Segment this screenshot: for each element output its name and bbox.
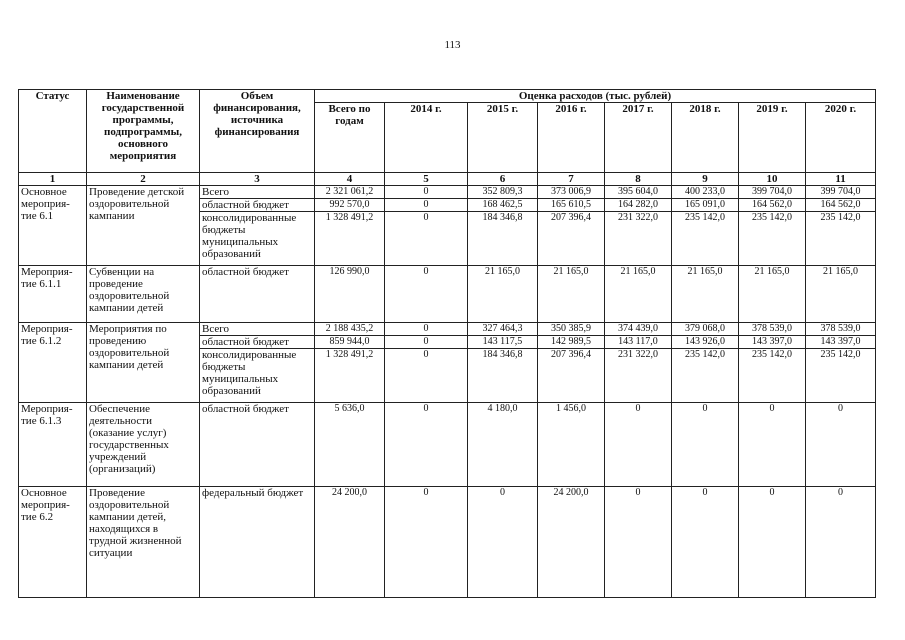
amount-cell: 0	[385, 487, 468, 598]
program-name-cell: Обеспечение деятельности (оказание услуг) государственных учреждений (организаций)	[87, 403, 200, 487]
amount-cell: 378 539,0	[806, 323, 876, 336]
amount-cell: 21 165,0	[672, 266, 739, 323]
column-index: 1	[19, 173, 87, 186]
funding-source-cell: Всего	[200, 323, 315, 336]
amount-cell: 143 117,0	[605, 336, 672, 349]
funding-source-cell: консолидированные бюджеты муниципальных образований	[200, 349, 315, 403]
amount-cell: 0	[385, 212, 468, 266]
amount-cell: 21 165,0	[538, 266, 605, 323]
amount-cell: 0	[672, 487, 739, 598]
header-funding: Объем финансирования, источника финансирования	[200, 90, 315, 173]
amount-cell: 350 385,9	[538, 323, 605, 336]
amount-cell: 1 328 491,2	[315, 212, 385, 266]
amount-cell: 352 809,3	[468, 186, 538, 199]
amount-cell: 21 165,0	[605, 266, 672, 323]
column-index: 5	[385, 173, 468, 186]
table-body	[19, 186, 876, 598]
amount-cell: 235 142,0	[672, 349, 739, 403]
amount-cell: 24 200,0	[538, 487, 605, 598]
amount-cell: 24 200,0	[315, 487, 385, 598]
amount-cell: 0	[672, 403, 739, 487]
amount-cell: 399 704,0	[739, 186, 806, 199]
table-row	[19, 403, 876, 487]
amount-cell: 1 328 491,2	[315, 349, 385, 403]
funding-source-cell: Всего	[200, 186, 315, 199]
amount-cell: 992 570,0	[315, 199, 385, 212]
amount-cell: 231 322,0	[605, 349, 672, 403]
amount-cell: 0	[605, 403, 672, 487]
status-cell: Мероприя-тие 6.1.1	[19, 266, 87, 323]
program-name-cell: Мероприятия по проведению оздоровительной кампании детей	[87, 323, 200, 403]
amount-cell: 164 562,0	[739, 199, 806, 212]
amount-cell: 143 397,0	[806, 336, 876, 349]
amount-cell: 0	[385, 199, 468, 212]
amount-cell: 143 397,0	[739, 336, 806, 349]
header-year: 2020 г.	[806, 103, 876, 173]
header-year: 2016 г.	[538, 103, 605, 173]
funding-source-cell: областной бюджет	[200, 266, 315, 323]
status-cell: Основное мероприя-тие 6.2	[19, 487, 87, 598]
header-year: Всего по годам	[315, 103, 385, 173]
amount-cell: 2 188 435,2	[315, 323, 385, 336]
column-index: 8	[605, 173, 672, 186]
amount-cell: 168 462,5	[468, 199, 538, 212]
program-name-cell: Проведение детской оздоровительной кампании	[87, 186, 200, 266]
amount-cell: 164 562,0	[806, 199, 876, 212]
column-index-row	[19, 173, 876, 186]
amount-cell: 164 282,0	[605, 199, 672, 212]
amount-cell: 0	[385, 349, 468, 403]
table-row	[19, 186, 876, 199]
funding-source-cell: областной бюджет	[200, 336, 315, 349]
amount-cell: 184 346,8	[468, 349, 538, 403]
amount-cell: 0	[385, 323, 468, 336]
amount-cell: 374 439,0	[605, 323, 672, 336]
header-name: Наименование государственной программы, подпрограммы, основного мероприятия	[87, 90, 200, 173]
header-year: 2019 г.	[739, 103, 806, 173]
table-row	[19, 487, 876, 598]
column-index: 10	[739, 173, 806, 186]
amount-cell: 231 322,0	[605, 212, 672, 266]
amount-cell: 21 165,0	[468, 266, 538, 323]
header-status: Статус	[19, 90, 87, 173]
amount-cell: 0	[605, 487, 672, 598]
expenses-table	[18, 89, 876, 598]
amount-cell: 399 704,0	[806, 186, 876, 199]
amount-cell: 5 636,0	[315, 403, 385, 487]
page-number: 113	[444, 39, 461, 51]
status-cell: Мероприя-тие 6.1.2	[19, 323, 87, 403]
amount-cell: 235 142,0	[672, 212, 739, 266]
program-name-cell: Проведение оздоровительной кампании детей, находящихся в трудной жизненной ситуации	[87, 487, 200, 598]
header-year: 2015 г.	[468, 103, 538, 173]
amount-cell: 21 165,0	[806, 266, 876, 323]
amount-cell: 126 990,0	[315, 266, 385, 323]
amount-cell: 0	[806, 487, 876, 598]
amount-cell: 378 539,0	[739, 323, 806, 336]
amount-cell: 379 068,0	[672, 323, 739, 336]
amount-cell: 373 006,9	[538, 186, 605, 199]
column-index: 4	[315, 173, 385, 186]
amount-cell: 142 989,5	[538, 336, 605, 349]
amount-cell: 143 117,5	[468, 336, 538, 349]
amount-cell: 165 091,0	[672, 199, 739, 212]
header-year: 2014 г.	[385, 103, 468, 173]
header-expenses-group: Оценка расходов (тыс. рублей)	[315, 90, 876, 103]
header-year: 2017 г.	[605, 103, 672, 173]
column-index: 6	[468, 173, 538, 186]
amount-cell: 165 610,5	[538, 199, 605, 212]
funding-source-cell: областной бюджет	[200, 403, 315, 487]
funding-source-cell: областной бюджет	[200, 199, 315, 212]
table-row	[19, 266, 876, 323]
amount-cell: 0	[385, 403, 468, 487]
amount-cell: 0	[385, 186, 468, 199]
status-cell: Мероприя-тие 6.1.3	[19, 403, 87, 487]
amount-cell: 235 142,0	[739, 349, 806, 403]
amount-cell: 235 142,0	[806, 349, 876, 403]
amount-cell: 207 396,4	[538, 349, 605, 403]
amount-cell: 21 165,0	[739, 266, 806, 323]
amount-cell: 400 233,0	[672, 186, 739, 199]
amount-cell: 0	[385, 266, 468, 323]
amount-cell: 2 321 061,2	[315, 186, 385, 199]
amount-cell: 859 944,0	[315, 336, 385, 349]
table-row	[19, 323, 876, 336]
column-index: 7	[538, 173, 605, 186]
column-index: 9	[672, 173, 739, 186]
amount-cell: 0	[739, 487, 806, 598]
amount-cell: 235 142,0	[739, 212, 806, 266]
column-index: 3	[200, 173, 315, 186]
amount-cell: 0	[806, 403, 876, 487]
amount-cell: 327 464,3	[468, 323, 538, 336]
amount-cell: 207 396,4	[538, 212, 605, 266]
status-cell: Основное мероприя-тие 6.1	[19, 186, 87, 266]
program-name-cell: Субвенции на проведение оздоровительной кампании детей	[87, 266, 200, 323]
amount-cell: 0	[739, 403, 806, 487]
column-index: 11	[806, 173, 876, 186]
amount-cell: 0	[385, 336, 468, 349]
funding-source-cell: федеральный бюджет	[200, 487, 315, 598]
amount-cell: 0	[468, 487, 538, 598]
header-year: 2018 г.	[672, 103, 739, 173]
amount-cell: 235 142,0	[806, 212, 876, 266]
amount-cell: 1 456,0	[538, 403, 605, 487]
amount-cell: 143 926,0	[672, 336, 739, 349]
amount-cell: 4 180,0	[468, 403, 538, 487]
funding-source-cell: консолидированные бюджеты муниципальных образований	[200, 212, 315, 266]
column-index: 2	[87, 173, 200, 186]
amount-cell: 395 604,0	[605, 186, 672, 199]
amount-cell: 184 346,8	[468, 212, 538, 266]
